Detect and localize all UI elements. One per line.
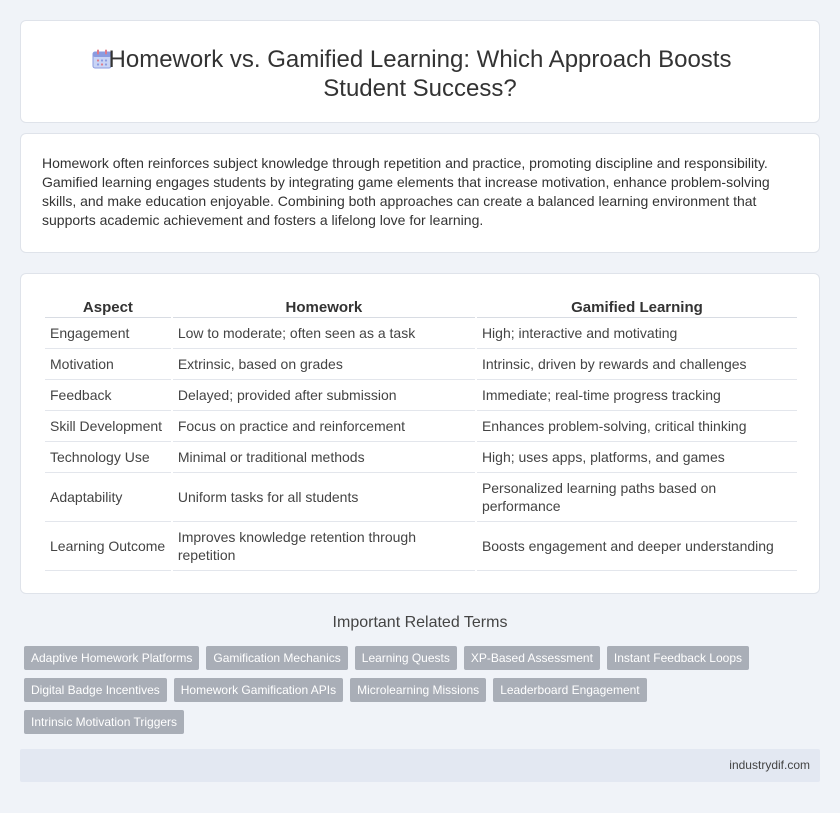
cell-homework: Low to moderate; often seen as a task — [173, 318, 475, 349]
cell-homework: Extrinsic, based on grades — [173, 349, 475, 380]
title-card — [20, 20, 820, 123]
cell-aspect: Motivation — [45, 349, 171, 380]
table-header-row — [45, 295, 797, 318]
related-terms-title: Important Related Terms — [332, 614, 508, 631]
page-title-line-2: Student Success? — [323, 75, 517, 102]
footer-site-link[interactable]: industrydif.com — [729, 758, 810, 772]
cell-gamified: Enhances problem-solving, critical thinking — [477, 411, 797, 442]
cell-aspect: Feedback — [45, 380, 171, 411]
term-tag[interactable]: Learning Quests — [355, 646, 457, 670]
table-row — [45, 442, 797, 473]
comparison-table — [43, 295, 799, 571]
cell-gamified: High; interactive and motivating — [477, 318, 797, 349]
term-tag[interactable]: Homework Gamification APIs — [174, 678, 343, 702]
intro-card — [20, 133, 820, 253]
cell-homework: Improves knowledge retention through repetition — [173, 522, 475, 571]
cell-gamified: Personalized learning paths based on performance — [477, 473, 797, 522]
term-tag[interactable]: Digital Badge Incentives — [24, 678, 167, 702]
term-tag[interactable]: Leaderboard Engagement — [493, 678, 646, 702]
table-row — [45, 473, 797, 522]
cell-aspect: Engagement — [45, 318, 171, 349]
header-aspect: Aspect — [45, 295, 171, 318]
cell-homework: Minimal or traditional methods — [173, 442, 475, 473]
table-row — [45, 411, 797, 442]
term-tag[interactable]: Adaptive Homework Platforms — [24, 646, 199, 670]
related-terms-list — [24, 646, 804, 734]
cell-gamified: Immediate; real-time progress tracking — [477, 380, 797, 411]
cell-aspect: Learning Outcome — [45, 522, 171, 571]
footer — [20, 749, 820, 782]
header-gamified-learning: Gamified Learning — [477, 295, 797, 318]
cell-homework: Uniform tasks for all students — [173, 473, 475, 522]
header-homework: Homework — [173, 295, 475, 318]
cell-aspect: Adaptability — [45, 473, 171, 522]
term-tag[interactable]: Intrinsic Motivation Triggers — [24, 710, 184, 734]
term-tag[interactable]: Microlearning Missions — [350, 678, 486, 702]
cell-aspect: Skill Development — [45, 411, 171, 442]
intro-paragraph: Homework often reinforces subject knowledge through repetition and practice, promoting discipline and responsibility. Gamified learning engages students by integrating game elements that increase motivation, enhance problem-solving skills, and make education enjoyable. Combining both approaches can create a balanced learning environment that supports academic achievement and fosters a lifelong love for learning. — [42, 155, 770, 228]
cell-homework: Delayed; provided after submission — [173, 380, 475, 411]
table-row — [45, 318, 797, 349]
cell-aspect: Technology Use — [45, 442, 171, 473]
comparison-card — [20, 273, 820, 594]
cell-homework: Focus on practice and reinforcement — [173, 411, 475, 442]
table-row — [45, 380, 797, 411]
cell-gamified: Intrinsic, driven by rewards and challenges — [477, 349, 797, 380]
cell-gamified: High; uses apps, platforms, and games — [477, 442, 797, 473]
term-tag[interactable]: Instant Feedback Loops — [607, 646, 749, 670]
cell-gamified: Boosts engagement and deeper understanding — [477, 522, 797, 571]
term-tag[interactable]: Gamification Mechanics — [206, 646, 347, 670]
page-title-line-1: Homework vs. Gamified Learning: Which Approach Boosts — [108, 46, 732, 73]
term-tag[interactable]: XP-Based Assessment — [464, 646, 600, 670]
page-title — [21, 45, 819, 103]
table-row — [45, 349, 797, 380]
table-row — [45, 522, 797, 571]
